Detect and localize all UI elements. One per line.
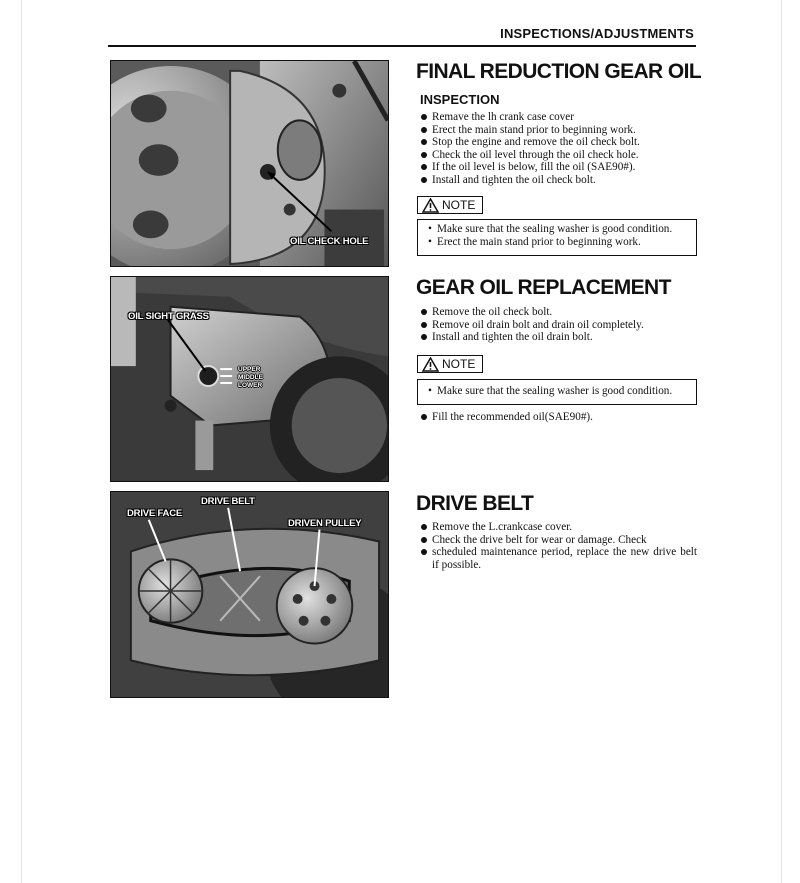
section-title-final-reduction-gear-oil: FINAL REDUCTION GEAR OIL	[416, 60, 702, 83]
note-tag	[417, 196, 483, 214]
list-item: If the oil level is below, fill the oil (SAE90#).	[419, 161, 699, 174]
photo-drive-belt	[110, 491, 389, 698]
level-lower: LOWER	[238, 382, 263, 389]
list-item: Check the oil level through the oil check hole.	[419, 149, 699, 162]
callout-oil-sight-glass: OIL SIGHT GRASS	[128, 311, 209, 322]
level-middle: MIDDLE	[238, 374, 263, 381]
note-label: NOTE	[442, 357, 476, 371]
list-item: Fill the recommended oil(SAE90#).	[419, 411, 699, 424]
note-item: • Erect the main stand prior to beginning work.	[428, 236, 690, 249]
note-label: NOTE	[442, 198, 476, 212]
replacement-followup	[419, 411, 699, 424]
inspection-steps	[419, 111, 699, 187]
list-item: Install and tighten the oil drain bolt.	[419, 331, 699, 344]
warning-icon	[422, 198, 439, 213]
note-item: • Make sure that the sealing washer is good condition.	[428, 385, 690, 398]
list-item: Remove oil drain bolt and drain oil completely.	[419, 319, 699, 332]
level-upper: UPPER	[238, 366, 261, 373]
callout-driven-pulley: DRIVEN PULLEY	[288, 518, 362, 529]
note-tag	[417, 355, 483, 373]
list-item: Remove the oil check bolt.	[419, 306, 699, 319]
list-item: Remave the lh crank case cover	[419, 111, 699, 124]
section-title-gear-oil-replacement: GEAR OIL REPLACEMENT	[416, 276, 671, 299]
header-rule	[108, 45, 696, 47]
list-item: Check the drive belt for wear or damage. Check	[419, 534, 697, 547]
list-item: Stop the engine and remove the oil check bolt.	[419, 136, 699, 149]
note-item: • Make sure that the sealing washer is good condition.	[428, 223, 690, 236]
page-edge-right	[781, 0, 782, 883]
note-box	[417, 219, 697, 256]
photo-oil-check-hole	[110, 60, 389, 267]
callout-drive-face: DRIVE FACE	[127, 508, 183, 519]
page-edge-left	[21, 0, 22, 883]
callout-drive-belt: DRIVE BELT	[201, 496, 255, 507]
note-box	[417, 379, 697, 405]
running-header: INSPECTIONS/ADJUSTMENTS	[500, 26, 694, 41]
section-title-drive-belt: DRIVE BELT	[416, 492, 534, 515]
photo-oil-sight-glass	[110, 276, 389, 482]
subsection-title-inspection: INSPECTION	[420, 92, 500, 107]
list-item: Remove the L.crankcase cover.	[419, 521, 697, 534]
list-item: scheduled maintenance period, replace the new drive belt if possible.	[419, 546, 697, 571]
list-item: Erect the main stand prior to beginning work.	[419, 124, 699, 137]
callout-oil-check-hole: OIL CHECK HOLE	[290, 236, 369, 247]
list-item: Install and tighten the oil check bolt.	[419, 174, 699, 187]
warning-icon	[422, 357, 439, 372]
drive-belt-steps	[419, 521, 697, 571]
replacement-steps	[419, 306, 699, 344]
